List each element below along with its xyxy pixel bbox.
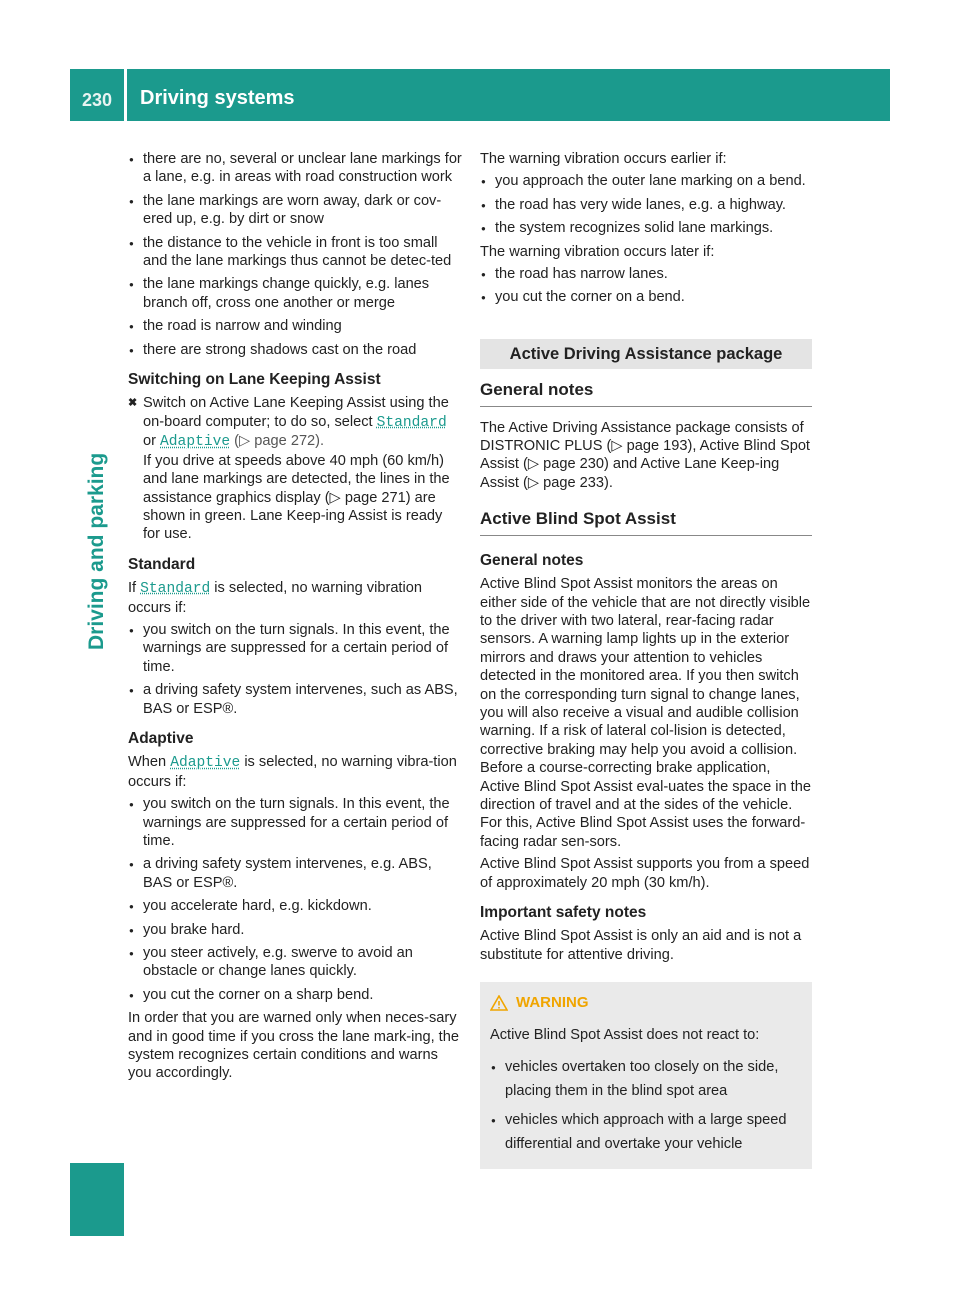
package-paragraph: The Active Driving Assistance package consists of DISTRONIC PLUS (▷ page 193), Active Blind Spot Assist (▷ page 230) and Active Lane Keep-ing Assist (▷ page 233). xyxy=(480,419,810,491)
warning-title xyxy=(490,994,802,1012)
list-item: ● the road has narrow lanes. xyxy=(480,265,812,283)
list-item: ● the lane markings change quickly, e.g. lanes branch off, cross one another or merge xyxy=(128,275,462,312)
left-column xyxy=(128,150,462,1087)
list-item: ● the road has very wide lanes, e.g. a highway. xyxy=(480,196,812,214)
safety-heading: Important safety notes xyxy=(480,904,647,921)
adaptive-intro-post: is selected, no warning vibra-tion occurs if: xyxy=(128,754,457,790)
side-section-label-text: Driving and parking xyxy=(85,452,108,650)
list-item: ● you steer actively, e.g. swerve to avoid an obstacle or change lanes quickly. xyxy=(128,944,462,981)
earlier-intro: The warning vibration occurs earlier if: xyxy=(480,151,727,167)
general-notes-heading: General notes xyxy=(480,381,812,406)
safety-paragraph: Active Blind Spot Assist is only an aid and is not a substitute for attentive driving. xyxy=(480,928,802,963)
warning-triangle-icon xyxy=(490,995,508,1011)
page-reference-link[interactable]: (▷ page 272). xyxy=(234,433,325,450)
right-column xyxy=(480,150,812,1169)
page-number: 230 xyxy=(82,90,113,110)
package-section-bar: Active Driving Assistance package xyxy=(480,339,812,369)
warning-title-text: WARNING xyxy=(516,994,589,1012)
blind-spot-heading: Active Blind Spot Assist xyxy=(480,510,812,535)
side-section-label xyxy=(85,410,115,650)
bsa-paragraph-2: Active Blind Spot Assist supports you from a speed of approximately 20 mph (30 km/h). xyxy=(480,856,810,891)
adaptive-menu-option: Adaptive xyxy=(160,434,231,451)
step-arrow-icon: ✖ xyxy=(128,397,138,410)
standard-intro xyxy=(128,579,462,617)
list-item: ● there are strong shadows cast on the road xyxy=(128,341,462,359)
bsa-paragraph-1: Active Blind Spot Assist monitors the areas on either side of the vehicle that are not directly visible to the driver with two lateral, rear-facing radar sensors. A warning lamp lights up in the exterior mirrors and draws your attention to vehicles detected in the monitored area. If you then switch on the corresponding turn signal to change lanes, you will also receive a visual and audible collision warning. If a risk of lateral col-lision is detected, corrective braking may help you avoid a collision. Before a course-correcting brake application, Active Blind Spot Assist eval-uates the space in the direction of travel and at the sides of the vehicle. For this, Active Blind Spot Assist uses the forward-facing radar sen-sors. xyxy=(480,576,811,850)
standard-heading: Standard xyxy=(128,555,196,573)
list-item: ● you brake hard. xyxy=(128,921,462,939)
list-item: ● a driving safety system intervenes, e.g. ABS, BAS or ESP®. xyxy=(128,855,462,892)
warning-intro: Active Blind Spot Assist does not react to: xyxy=(490,1026,760,1043)
adaptive-intro-pre: When xyxy=(128,754,167,771)
adaptive-intro xyxy=(128,753,462,791)
step-result: If you drive at speeds above 40 mph (60 km/h) and lane markings are detected, the lines in the assistance graphics display (▷ page 271) are shown in green. Lane Keep-ing Assist is ready for use. xyxy=(143,452,450,543)
warning-box xyxy=(480,982,812,1168)
list-item: ● you accelerate hard, e.g. kickdown. xyxy=(128,897,462,915)
page-title: Driving systems xyxy=(140,87,295,109)
step-text: Switch on Active Lane Keeping Assist using the on-board computer; to do so, select xyxy=(143,395,449,430)
side-tab-marker xyxy=(70,1163,124,1236)
adaptive-menu-option: Adaptive xyxy=(170,755,241,772)
list-item: ● vehicles which approach with a large speed differential and overtake your vehicle xyxy=(490,1108,802,1156)
standard-intro-pre: If xyxy=(128,580,137,597)
list-item: ● you cut the corner on a bend. xyxy=(480,288,812,306)
header-divider xyxy=(124,69,127,121)
list-item: ● vehicles overtaken too closely on the side, placing them in the blind spot area xyxy=(490,1055,802,1103)
list-item: ● you switch on the turn signals. In this event, the warnings are suppressed for a certain period of time. xyxy=(128,795,462,850)
standard-menu-option: Standard xyxy=(376,414,447,431)
bsa-general-notes-heading: General notes xyxy=(480,551,584,569)
list-item: ● there are no, several or unclear lane markings for a lane, e.g. in areas with road construction work xyxy=(128,150,462,187)
instruction-step xyxy=(128,394,462,543)
switching-heading: Switching on Lane Keeping Assist xyxy=(128,371,381,389)
step-or: or xyxy=(143,433,156,450)
list-item: ● you cut the corner on a sharp bend. xyxy=(128,986,462,1004)
list-item: ● the distance to the vehicle in front is too small and the lane markings thus cannot be detec-ted xyxy=(128,234,462,271)
adaptive-heading: Adaptive xyxy=(128,729,194,747)
condition-list xyxy=(128,150,462,359)
list-item: ● a driving safety system intervenes, such as ABS, BAS or ESP®. xyxy=(128,681,462,718)
list-item: ● the road is narrow and winding xyxy=(128,317,462,335)
closing-paragraph: In order that you are warned only when neces-sary and in good time if you cross the lane mark-ing, the system recognizes certain conditions and warns you accordingly. xyxy=(128,1010,459,1082)
list-item: ● you switch on the turn signals. In this event, the warnings are suppressed for a certain period of time. xyxy=(128,621,462,676)
standard-intro-post: is selected, no warning vibration occurs if: xyxy=(128,580,422,616)
list-item: ● the lane markings are worn away, dark or cov-ered up, e.g. by dirt or snow xyxy=(128,192,462,229)
list-item: ● you approach the outer lane marking on a bend. xyxy=(480,172,812,190)
later-intro: The warning vibration occurs later if: xyxy=(480,243,715,260)
standard-menu-option: Standard xyxy=(140,581,211,598)
list-item: ● the system recognizes solid lane markings. xyxy=(480,219,812,237)
